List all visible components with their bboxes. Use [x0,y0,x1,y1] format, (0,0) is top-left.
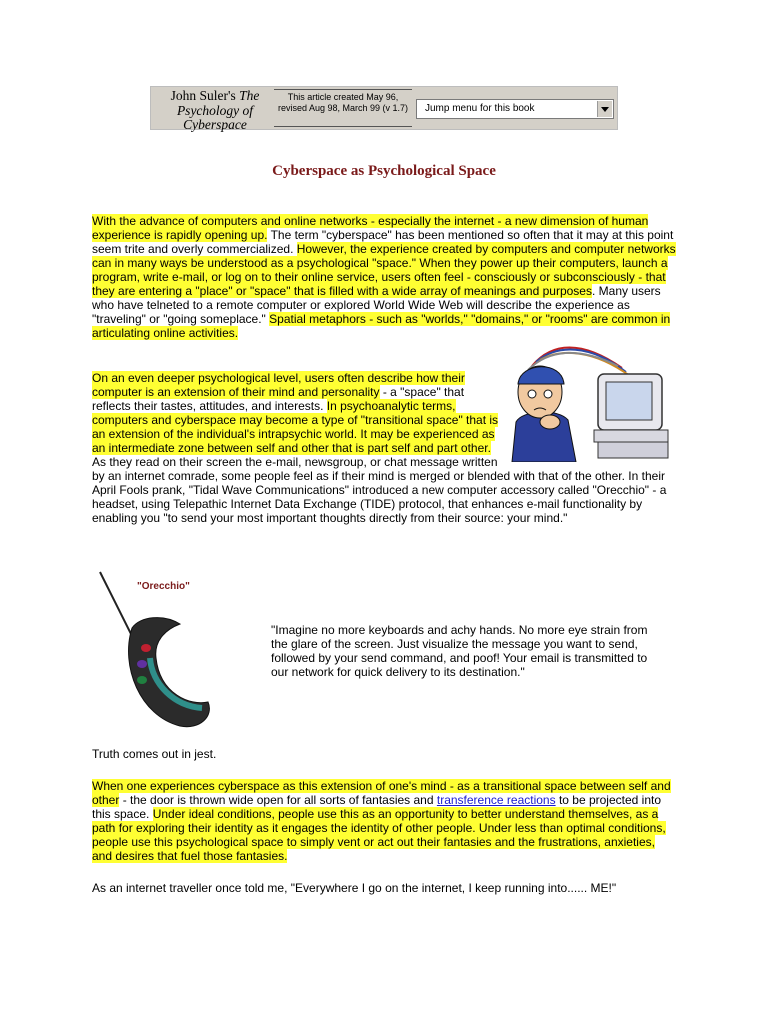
highlight-text: When one experiences cyberspace as this extension of one's mind - as a transitional space between self and other [92,779,671,807]
book-title-line1: The [239,88,260,103]
body-text: As they read on their screen the e-mail, newsgroup, or chat message written by an internet comrade, some people feel as if their mind is merged or blended with that of the other. In their April Fools prank, "Tidal Wave Communications" introduced a new computer accessory called "Orecchio" - a headset, using Telepathic Internet Data Exchange (TIDE) protocol, that enhances e-mail functionality by enabling you "to send your most important thoughts directly from their source: your mind." [92,455,667,525]
highlight-text: With the advance of computers and online networks - especially the internet - a new dimension of human experience is rapidly opening up. [92,214,649,242]
transference-reactions-link[interactable]: transference reactions [436,793,556,807]
dropdown-arrow-icon[interactable] [597,101,612,117]
body-text: to be projected into this space. [92,793,662,821]
paragraph-transitional-space [92,779,677,863]
highlight-text: Under ideal conditions, people use this as an opportunity to better understand themselves, as a path for exploring their identity as it engages the identity of other people. Under less than optimal conditions, people use this psychological space to simply vent or act out their fantasies and the frustrations, anxieties, and desires that fuel those fantasies. [92,807,666,863]
page-title: Cyberspace as Psychological Space [272,163,496,179]
book-title[interactable] [157,89,273,133]
book-title-line3: Cyberspace [183,117,247,132]
body-text: - the door is thrown wide open for all sorts of fantasies and [119,793,437,807]
orecchio-quote: "Imagine no more keyboards and achy hands. No more eye strain from the glare of the screen. Just visualize the message you want to send, followed by your send command, and poof! Your email is transmitted to our network for quick delivery to its destination." [271,623,648,679]
article-date-note: This article created May 96, revised Aug 98, March 99 (v 1.7) [274,89,412,127]
author-name: John Suler's [170,88,236,103]
paragraph-truth-jest: Truth comes out in jest. [92,747,217,761]
paragraph-traveller-quote: As an internet traveller once told me, "Everywhere I go on the internet, I keep running into...... ME!" [92,881,617,895]
book-title-line2: Psychology of [176,102,254,118]
body-text: - a "space" that reflects their tastes, attitudes, and interests. [92,385,465,413]
highlight-text: On an even deeper psychological level, users often describe how their computer is an extension of their mind and personality [92,371,465,399]
highlight-text: In psychoanalytic terms, computers and cyberspace may become a type of "transitional space" that is an extension of the individual's intrapsychic world. It may be experienced as an intermediate zone between self and other that is part self and part other. [92,399,499,455]
body-text: . Many users who have telneted to a remote computer or explored World Wide Web will describe the experience as "traveling" or "going someplace." [92,284,661,326]
highlight-text: However, the experience created by computers and computer networks can in many ways be understood as a psychological "space." When they power up their computers, launch a program, write e-mail, or log on to their online service, users often feel - consciously or subconsciously - that they are entering a "place" or "space" that is filled with a wide array of meanings and purposes [92,242,676,298]
paragraph-intro [92,214,677,340]
man-at-computer-illustration [502,344,674,462]
highlight-text: Spatial metaphors - such as "worlds," "domains," or "rooms" are common in articulating online activities. [92,312,671,340]
header-bar [150,86,618,130]
jump-menu-value: Jump menu for this book [425,103,535,114]
orecchio-label: "Orecchio" [137,581,190,592]
jump-menu-select[interactable] [416,99,614,119]
body-text: The term "cyberspace" has been mentioned so often that it may at this point seem trite and overly commercialized. [92,228,674,256]
